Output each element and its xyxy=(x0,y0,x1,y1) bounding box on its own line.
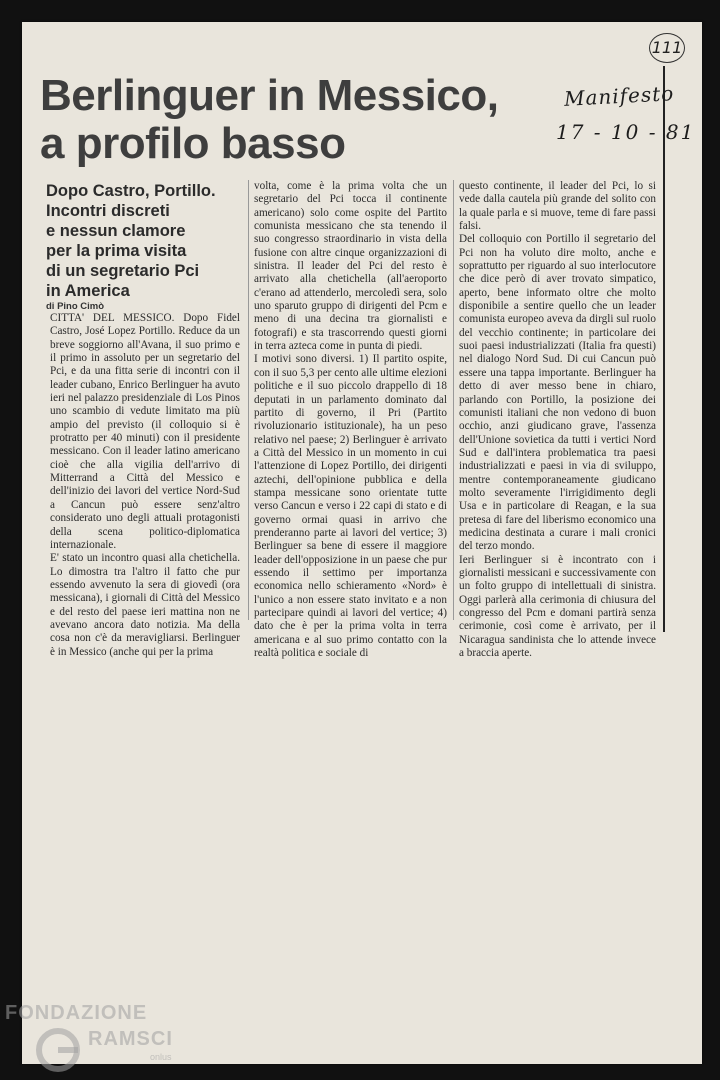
article-column-2 xyxy=(254,180,447,660)
subhead-line: di un segretario Pci xyxy=(46,262,200,280)
paragraph: volta, come è la prima volta che un segretario del Pci tocca il continente americano) solo come ospite del Partito comunista messicano che sta tenendo il suo congresso straordinario in vista della fusione con altre cinque organizzazioni di sinistra. Il leader del Pci del resto è arrivato alla chetichella (all'aeroporto c'erano ad attenderlo, mercoledì sera, solo uno sparuto gruppo di dirigenti del Pcm e meno di una decina tra giornalisti e fotografi) e sta trascorrendo questi giorni in terra azteca come in punta di piedi. xyxy=(254,180,447,353)
subhead-line: Incontri discreti xyxy=(46,202,170,220)
article-column-3 xyxy=(459,180,656,660)
headline-line-2: a profilo basso xyxy=(40,119,346,168)
margin-line xyxy=(663,66,665,632)
subhead-line: Dopo Castro, Portillo. xyxy=(46,182,216,200)
subhead-line: e nessun clamore xyxy=(46,222,186,240)
paragraph: E' stato un incontro quasi alla chetichella. Lo dimostra tra l'altro il fatto che pur essendo avvenuto la sera di giovedì (ora messicana), i giornali di Città del Messico e del resto del paese ieri mattina non ne avevano ancora dato notizia. Ma della cosa non c'è da meravigliarsi. Berlinguer è in Messico (anche qui per la prima xyxy=(50,552,240,658)
column-divider xyxy=(248,180,249,620)
paragraph: CITTA' DEL MESSICO. Dopo Fidel Castro, José Lopez Portillo. Reduce da un breve soggiorno all'Avana, il suo primo e il primo in assoluto per un segretario del Pci, e da una fitta serie di incontri con il leader cubano, Enrico Berlinguer ha avuto ieri nel palazzo presidenziale di Los Pinos uno scambio di vedute limitato ma più ampio del previsto (il colloquio si è protratto per 40 minuti) con il presidente messicano. Con il leader latino americano cioè che alla vigilia dell'arrivo di Mitterrand a Città del Messico e dell'inizio dei lavori del vertice Nord-Sud a Cancun può essere senz'altro considerato uno degli attuali protagonisti della scena politico-diplomatica internazionale. xyxy=(50,312,240,551)
archive-watermark xyxy=(2,1000,202,1080)
handwritten-date: 17 - 10 - 81 xyxy=(556,120,696,144)
watermark-suffix: onlus xyxy=(150,1052,172,1062)
headline-line-1: Berlinguer in Messico, xyxy=(40,71,499,120)
watermark-line-1: FONDAZIONE xyxy=(5,1002,148,1024)
paragraph: I motivi sono diversi. 1) Il partito ospite, con il suo 5,3 per cento alle ultime elezioni politiche e il suo piccolo drappello di 18 deputati in un parlamento dominato dal partito di governo, il Pri (Partito rivoluzionario istituzionale), ha un peso relativo nel paese; 2) Berlinguer è arrivato a Città del Messico in un momento in cui l'attenzione di Lopez Portillo, dei dirigenti aztechi, dell'opinione pubblica e della stampa messicane sono orientate tutte verso Cancun e verso i 22 capi di stato e di governo ormai quasi in arrivo che prenderanno parte ai lavori del vertice; 3) Berlinguer sa bene di essere il maggiore leader dell'opposizione in un paese che pur essendo il settimo per importanza economica nello schieramento «Nord» è l'unico a non essere stato invitato e a non partecipare quindi ai lavori del vertice; 4) dato che è per la prima volta in terra americana e al suo primo contatto con la realtà politica e sociale di xyxy=(254,353,447,660)
page-number-stamp: 111 xyxy=(649,33,685,63)
subhead-line: in America xyxy=(46,282,130,300)
paragraph: Del colloquio con Portillo il segretario del Pci non ha voluto dire molto, anche e soprattutto per riguardo al suo interlocutore che dice però di aver trovato simpatico, aperto, bene informato oltre che molto disponibile a sentire quello che un leader comunista europeo aveva da dirgli sul ruolo del vecchio continente; in particolare dei suoi paesi industrializzati (Italia fra questi) nel dialogo Nord Sud. Di cui Cancun può essere una tappa importante. Berlinguer ha detto di aver messo bene in chiaro, parlando con Portillo, la posizione dei comunisti italiani che non vedono di buon occhio, anzi giudicano grave, l'assenza dell'Unione sovietica da tutti i vertici Nord Sud e dall'intera problematica tra paesi industrializzati e paesi in via di sviluppo, mentre contemporaneamente giudicano molto severamente l'irrigidimento degli Usa e in particolare di Reagan, e la sua pretesa di fare del liberismo economico una medicina destinata a curare i mali cronici del terzo mondo. xyxy=(459,233,656,553)
paragraph: Ieri Berlinguer si è incontrato con i giornalisti messicani e successivamente con un folto gruppo di intellettuali di sinistra. Oggi parlerà alla cerimonia di chiusura del congresso del Pcm e domani partirà senza cerimonie, così come è arrivato, per il Nicaragua sandinista che lo attende invece a braccia aperte. xyxy=(459,553,656,660)
article-subhead xyxy=(46,181,246,301)
subhead-line: per la prima visita xyxy=(46,242,187,260)
byline: di Pino Cimò xyxy=(46,301,105,312)
column-divider xyxy=(453,180,454,620)
article-headline xyxy=(40,72,560,168)
watermark-line-2: RAMSCI xyxy=(88,1028,173,1050)
article-column-1 xyxy=(50,312,240,659)
handwritten-source: Manifesto xyxy=(563,81,675,111)
paragraph: questo continente, il leader del Pci, lo si vede dalla cautela più grande del solito con la quale parla e si muove, teme di fare passi falsi. xyxy=(459,180,656,233)
gramsci-logo-icon xyxy=(34,1026,82,1074)
